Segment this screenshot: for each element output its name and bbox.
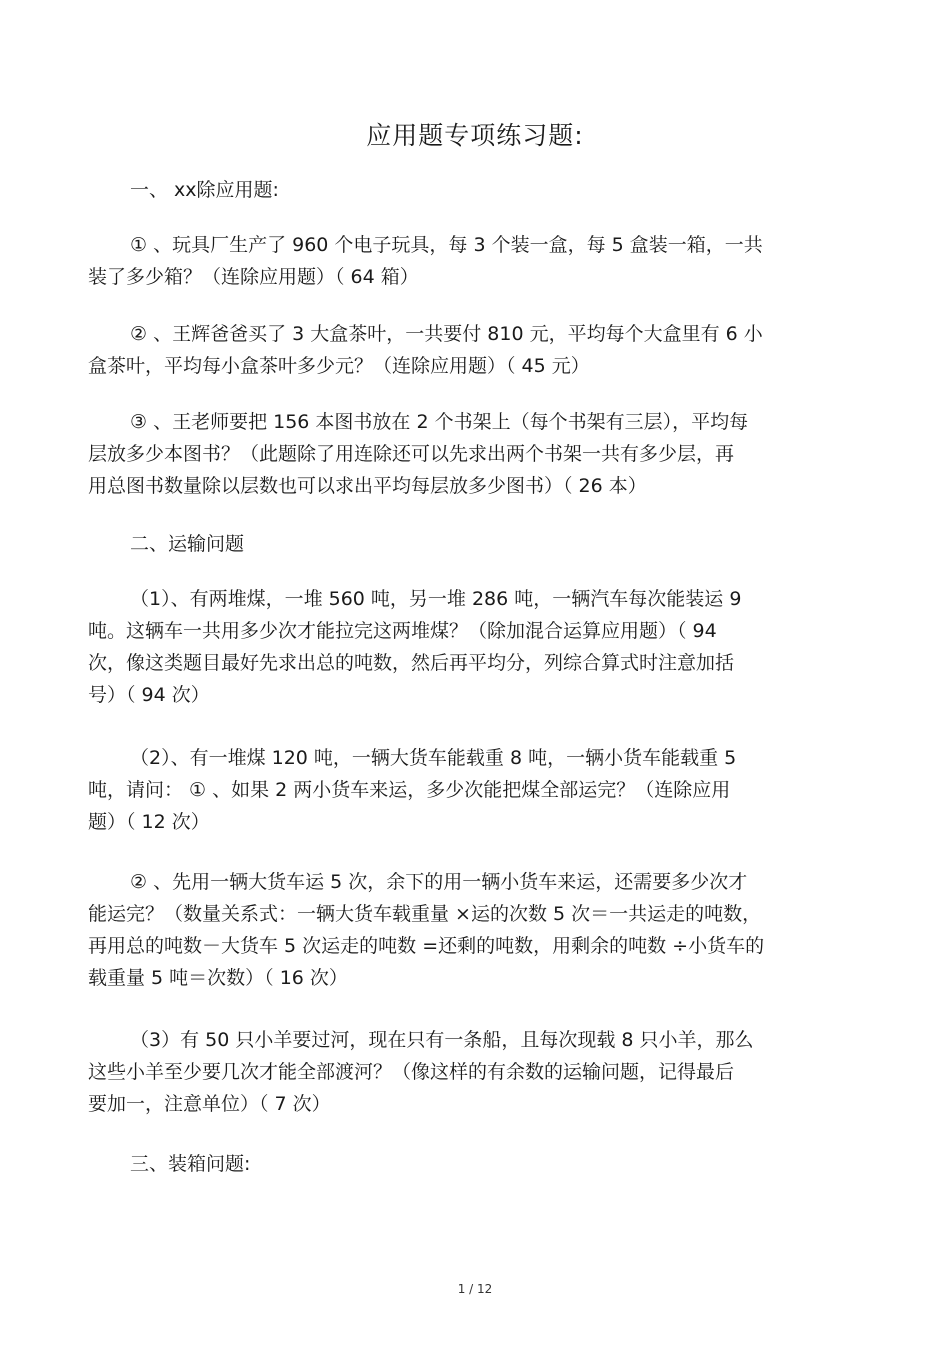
question-line: 要加一，注意单位）（ 7 次） bbox=[88, 1093, 331, 1115]
question-2-3 bbox=[88, 866, 858, 994]
question-line: 装了多少箱？（连除应用题）（ 64 箱） bbox=[88, 266, 419, 288]
question-1-2 bbox=[88, 318, 858, 382]
page-title: 应用题专项练习题: bbox=[366, 121, 584, 150]
section-heading-1: 一、 xx除应用题: bbox=[130, 179, 279, 201]
question-2-1 bbox=[88, 583, 858, 711]
question-1-3 bbox=[88, 406, 858, 502]
question-line: （3）有 50 只小羊要过河，现在只有一条船，且每次现载 8 只小羊，那么 bbox=[130, 1029, 754, 1051]
section-heading-3: 三、装箱问题: bbox=[130, 1153, 251, 1175]
question-line: 盒茶叶，平均每小盒茶叶多少元？（连除应用题）（ 45 元） bbox=[88, 355, 590, 377]
question-line: 吨。这辆车一共用多少次才能拉完这两堆煤？（除加混合运算应用题）（ 94 bbox=[88, 620, 717, 642]
question-line: 题）（ 12 次） bbox=[88, 811, 210, 833]
question-1-1 bbox=[88, 229, 858, 293]
question-line: 能运完？（数量关系式：一辆大货车载重量 ×运的次数 5 次＝一共运走的吨数， bbox=[88, 903, 762, 925]
question-line: 次，像这类题目最好先求出总的吨数，然后再平均分，列综合算式时注意加括 bbox=[88, 652, 735, 674]
question-line: （1）、有两堆煤，一堆 560 吨，另一堆 286 吨，一辆汽车每次能装运 9 bbox=[130, 588, 742, 610]
question-line: 再用总的吨数－大货车 5 次运走的吨数 =还剩的吨数，用剩余的吨数 ÷小货车的 bbox=[88, 935, 765, 957]
question-line: 层放多少本图书？（此题除了用连除还可以先求出两个书架一共有多少层，再 bbox=[88, 443, 735, 465]
question-line: 吨，请问： ① 、如果 2 两小货车来运，多少次能把煤全部运完？（连除应用 bbox=[88, 779, 731, 801]
question-line: ① 、玩具厂生产了 960 个电子玩具，每 3 个装一盒，每 5 盒装一箱，一共 bbox=[130, 234, 763, 256]
question-line: 载重量 5 吨＝次数）（ 16 次） bbox=[88, 967, 348, 989]
question-2-2 bbox=[88, 742, 858, 838]
question-line: ③ 、王老师要把 156 本图书放在 2 个书架上（每个书架有三层），平均每 bbox=[130, 411, 749, 433]
question-line: （2）、有一堆煤 120 吨，一辆大货车能载重 8 吨，一辆小货车能载重 5 bbox=[130, 747, 737, 769]
section-heading-2: 二、运输问题 bbox=[130, 533, 245, 555]
question-2-4 bbox=[88, 1024, 858, 1120]
question-line: ② 、王辉爸爸买了 3 大盒茶叶，一共要付 810 元，平均每个大盒里有 6 小 bbox=[130, 323, 763, 345]
page-number: 1 / 12 bbox=[457, 1282, 493, 1296]
question-line: ② 、先用一辆大货车运 5 次，余下的用一辆小货车来运，还需要多少次才 bbox=[130, 871, 748, 893]
question-line: 号）（ 94 次） bbox=[88, 684, 210, 706]
question-line: 这些小羊至少要几次才能全部渡河？（像这样的有余数的运输问题，记得最后 bbox=[88, 1061, 735, 1083]
question-line: 用总图书数量除以层数也可以求出平均每层放多少图书）（ 26 本） bbox=[88, 475, 647, 497]
